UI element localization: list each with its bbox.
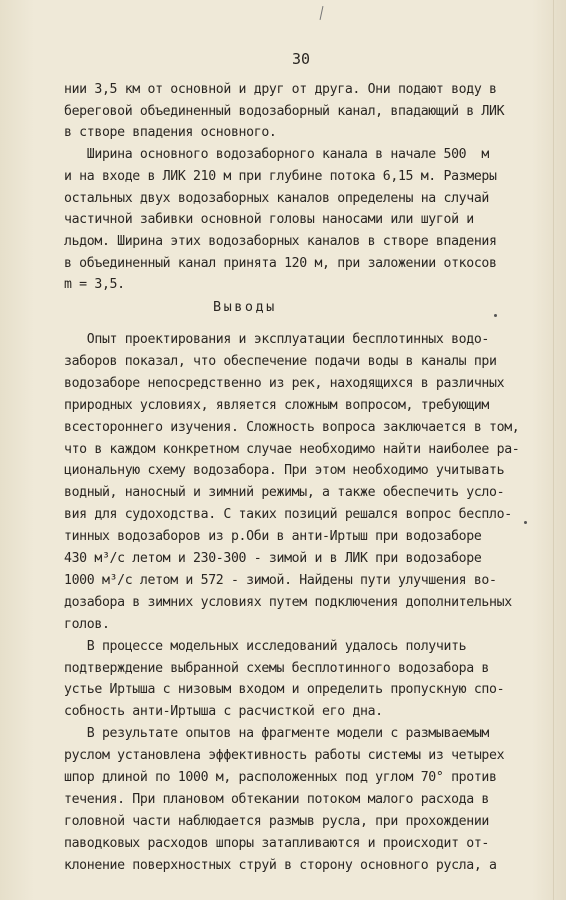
page-number: 30 — [292, 50, 311, 68]
text-line: подтверждение выбранной схемы бесплотинного водозабора в — [64, 660, 490, 676]
text-line: что в каждом конкретном случае необходимо найти наиболее ра- — [64, 441, 520, 457]
text-line: 1000 м³/с летом и 572 - зимой. Найдены пути улучшения во- — [64, 572, 497, 588]
text-line: устье Иртыша с низовым входом и определить пропускную спо- — [64, 682, 505, 698]
text-line: вия для судоходства. С таких позиций решался вопрос бесплo- — [64, 507, 512, 523]
text-line: шпор длиной по 1000 м, расположенных под углом 70° против — [64, 770, 497, 785]
stray-mark — [494, 314, 497, 317]
pen-mark — [320, 6, 324, 20]
text-line: нии 3,5 км от основной и друг от друга. Они подают воду в — [64, 82, 497, 97]
text-line: и на входе в ЛИК 210 м при глубине потока 6,15 м. Размеры — [64, 168, 497, 184]
text-line: В результате опытов на фрагменте модели с размываемым — [64, 726, 490, 742]
text-line: В процессе модельных исследований удалось получить — [64, 638, 467, 654]
stray-mark — [524, 521, 527, 524]
text-line: дозабора в зимних условиях путем подключения дополнительных — [64, 594, 512, 610]
text-line: m = 3,5. — [64, 277, 125, 293]
text-line: в объединенный канал принята 120 м, при заложении откосов — [64, 255, 497, 271]
text-line: собность анти-Иртыша с расчисткой его дна. — [64, 704, 383, 720]
text-line: береговой объединенный водозаборный канал, впадающий в ЛИК — [64, 103, 505, 119]
text-line: водный, наносный и зимний режимы, а также обеспечить усло- — [64, 485, 505, 501]
text-line: остальных двух водозаборных каналов определены на случай — [64, 190, 490, 206]
text-line: руслом установлена эффективность работы системы из четырех — [64, 748, 505, 764]
text-line: частичной забивки основной головы наносами или шугой и — [64, 212, 474, 228]
text-line: в створе впадения основного. — [64, 125, 277, 141]
text-line: водозаборе непосредственно из рек, находящихся в различных — [64, 375, 505, 391]
text-line: льдом. Ширина этих водозаборных каналов в створе впадения — [64, 233, 497, 249]
text-line: клонение поверхностных струй в сторону основного русла, а — [64, 857, 497, 873]
text-line: Ширина основного водозаборного канала в начале 500 м — [64, 147, 490, 163]
text-line: заборов показал, что обеспечение подачи воды в каналы при — [64, 353, 497, 369]
text-line: 430 м³/с летом и 230-300 - зимой и в ЛИК при водозаборе — [64, 551, 482, 566]
page-edge — [553, 0, 554, 900]
text-line: головной части наблюдается размыв русла, при прохождении — [64, 813, 490, 829]
text-line: голов. — [64, 616, 110, 632]
section-heading: Выводы — [213, 299, 277, 315]
text-line: Опыт проектирования и эксплуатации бесплотинных водо- — [64, 332, 490, 347]
text-line: паводковых расходов шпоры затапливаются и происходит от- — [64, 835, 490, 851]
text-line: течения. При плановом обтекании потоком малого расхода в — [64, 791, 490, 807]
text-line: всестороннего изучения. Сложность вопроса заключается в том, — [64, 419, 520, 435]
text-line: природных условиях, является сложным вопросом, требующим — [64, 397, 490, 413]
text-line: циональную схему водозабора. При этом необходимо учитывать — [64, 463, 505, 479]
text-line: тинных водозаборов из р.Оби в анти-Иртыш при водозаборе — [64, 529, 482, 545]
